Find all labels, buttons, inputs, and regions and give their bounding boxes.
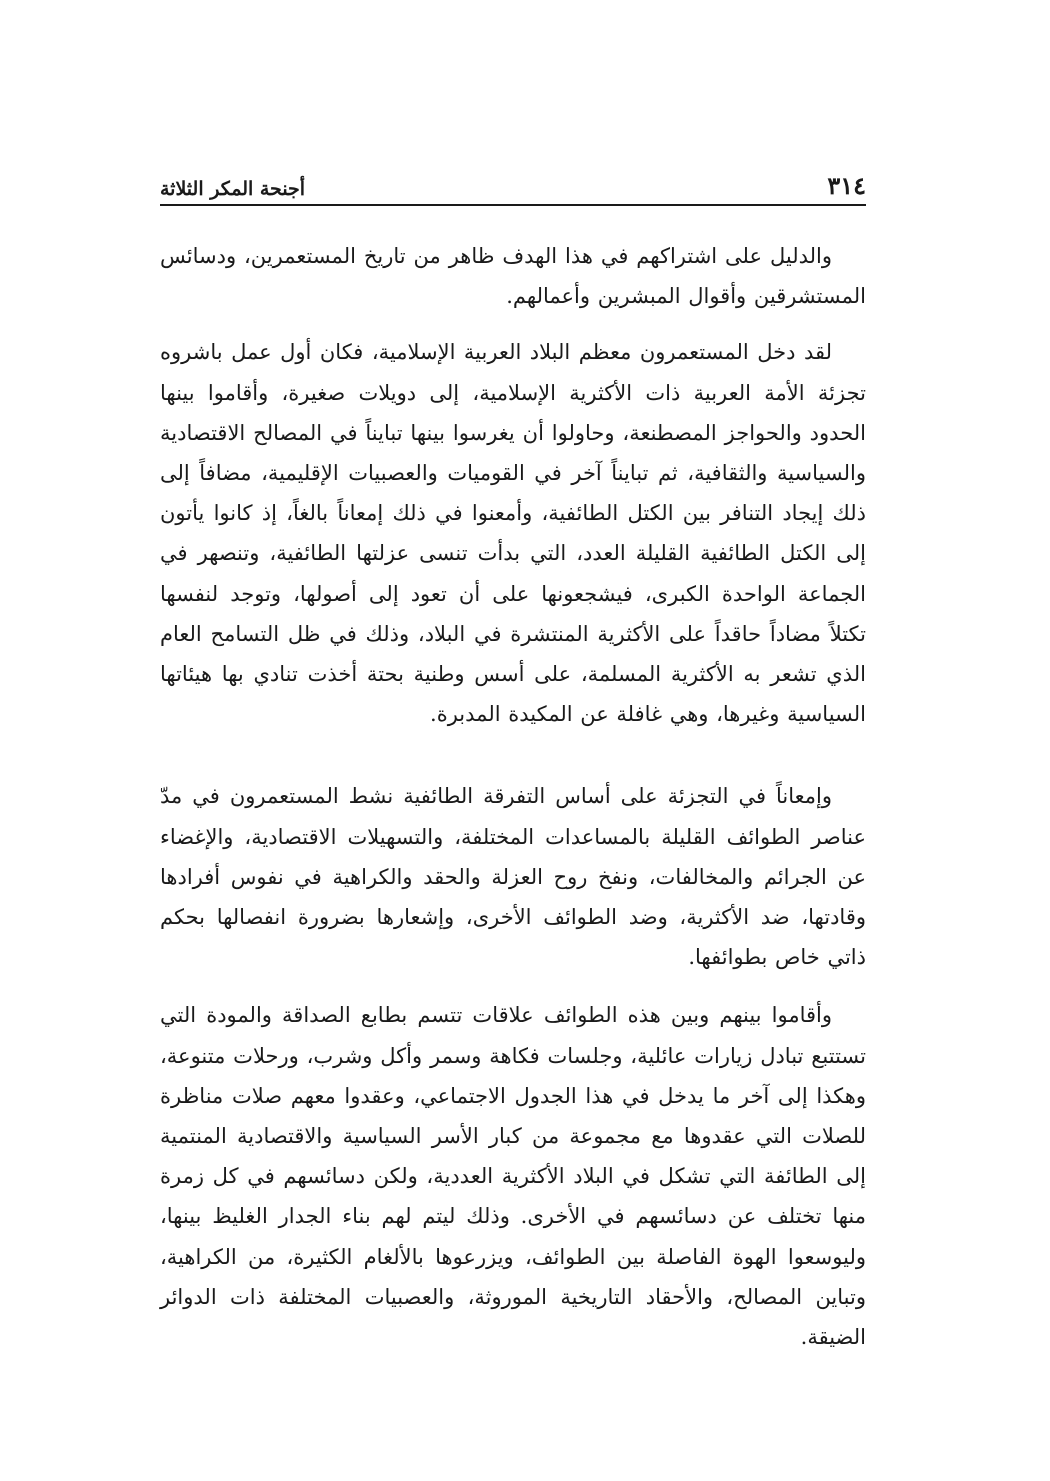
page-number: ٣١٤ — [827, 171, 866, 200]
paragraph-4: وأقاموا بينهم وبين هذه الطوائف علاقات تتسم بطابع الصداقة والمودة التي تستتبع تبادل زيارات عائلية، وجلسات فكاهة وسمر وأكل وشرب، ورحلات متنوعة، وهكذا إلى آخر ما يدخل في هذا الجدول الاجتماعي، وعقدوا معهم صلات مناظرة للصلات التي عقدوها مع مجموعة من كبار الأسر السياسية والاقتصادية المنتمية إلى الطائفة التي تشكل في البلاد الأكثرية العددية، ولكن دسائسهم في كل زمرة منها تختلف عن دسائسهم في الأخرى. وذلك ليتم لهم بناء الجدار الغليظ بينها، وليوسعوا الهوة الفاصلة بين الطوائف، ويزرعوها بالألغام الكثيرة، من الكراهية، وتباين المصالح، والأحقاد التاريخية الموروثة، والعصبيات المختلفة ذات الدوائر الضيقة. — [160, 1003, 866, 1350]
paragraph-3: وإمعاناً في التجزئة على أساس التفرقة الطائفية نشط المستعمرون في مدّ عناصر الطوائف القليلة بالمساعدات المختلفة، والتسهيلات الاقتصادية، والإغضاء عن الجرائم والمخالفات، ونفخ روح العزلة والحقد والكراهية في نفوس أفرادها وقادتها، ضد الأكثرية، وضد الطوائف الأخرى، وإشعارها بضرورة انفصالها بحكم ذاتي خاص بطوائفها. — [160, 784, 866, 970]
body-text — [160, 236, 866, 1357]
paragraph-1: والدليل على اشتراكهم في هذا الهدف ظاهر من تاريخ المستعمرين، ودسائس المستشرقين وأقوال المبشرين وأعمالهم. — [160, 244, 866, 309]
paragraph-2: لقد دخل المستعمرون معظم البلاد العربية الإسلامية، فكان أول عمل باشروه تجزئة الأمة العربية ذات الأكثرية الإسلامية، إلى دويلات صغيرة، وأقاموا بينها الحدود والحواجز المصطنعة، وحاولوا أن يغرسوا بينها تبايناً في المصالح الاقتصادية والسياسية والثقافية، ثم تبايناً آخر في القوميات والعصبيات الإقليمية، مضافاً إلى ذلك إيجاد التنافر بين الكتل الطائفية، وأمعنوا في ذلك إمعاناً بالغاً، إذ كانوا يأتون إلى الكتل الطائفية القليلة العدد، التي بدأت تنسى عزلتها الطائفية، وتنصهر في الجماعة الواحدة الكبرى، فيشجعونها على أن تعود إلى أصولها، وتوجد لنفسها تكتلاً مضاداً حاقداً على الأكثرية المنتشرة في البلاد، وذلك في ظل التسامح العام الذي تشعر به الأكثرية المسلمة، على أسس وطنية بحتة أخذت تنادي بها هيئاتها السياسية وغيرها، وهي غافلة عن المكيدة المدبرة. — [160, 340, 866, 727]
running-header — [160, 170, 866, 206]
book-title: أجنحة المكر الثلاثة — [160, 178, 306, 200]
